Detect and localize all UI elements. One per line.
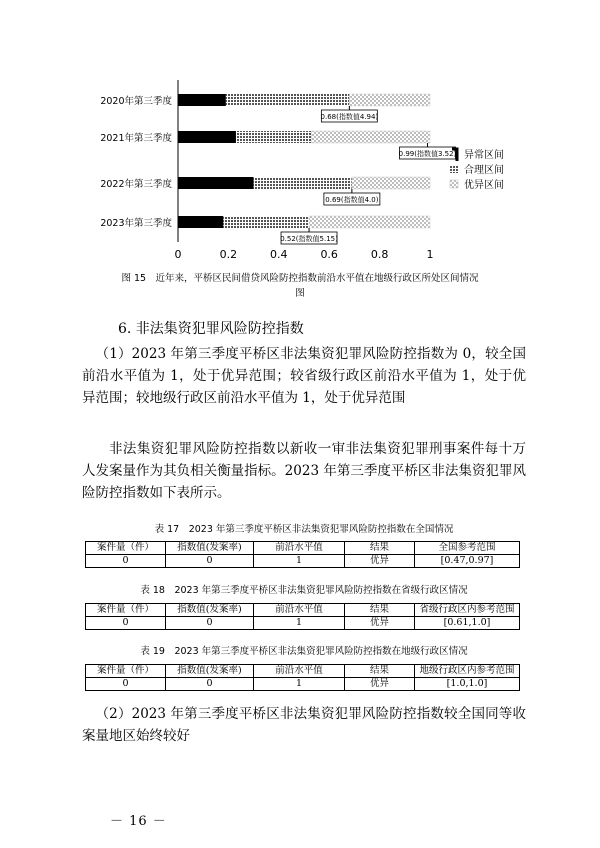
table-cell: 0 xyxy=(86,555,166,568)
stacked-bar-chart xyxy=(0,70,600,270)
table-header-row xyxy=(86,542,520,555)
table-cell: [0.61,1.0] xyxy=(415,617,520,630)
x-tick-label: 0.8 xyxy=(370,248,389,261)
table-cell: 0 xyxy=(86,678,166,691)
bar-segment xyxy=(254,177,352,189)
category-label: 2020年第三季度 xyxy=(100,96,172,107)
bar-segment xyxy=(226,94,349,106)
bar-segment xyxy=(236,131,312,143)
marker-label: 0.68(指数值4.94) xyxy=(320,113,379,121)
table-cell: 优异 xyxy=(345,617,415,630)
table-cell: [0.47,0.97] xyxy=(415,555,520,568)
legend-entry: 异常区间 xyxy=(464,150,504,161)
category-label: 2023年第三季度 xyxy=(100,218,172,229)
table-18 xyxy=(85,603,520,630)
paragraph-1: （1）2023 年第三季度平桥区非法集资犯罪风险防控指数为 0，较全国前沿水平值为 1，处于优异范围；较省级行政区前沿水平值为 1，处于优异范围；较地级行政区前沿水平值为 1，处于优异范围 xyxy=(82,346,526,406)
x-tick-label: 0 xyxy=(174,248,182,261)
bar-segment xyxy=(178,131,236,143)
header-cell: 案件量（件） xyxy=(86,542,166,555)
table-18-caption: 表 18 2023 年第三季度平桥区非法集资犯罪风险防控指数在省级行政区情况 xyxy=(140,585,468,596)
header-cell: 全国参考范围 xyxy=(415,542,520,555)
bar-segment xyxy=(309,216,430,228)
header-cell: 结果 xyxy=(345,604,415,617)
table-17 xyxy=(85,541,520,568)
bar-segment xyxy=(178,94,226,106)
table-row xyxy=(86,555,520,568)
table-cell: 1 xyxy=(254,617,345,630)
table-cell: 0 xyxy=(166,555,254,568)
figure-caption-line1: 图 15 近年来，平桥区民间借贷风险防控指数前沿水平值在地级行政区所处区间情况 xyxy=(121,273,479,284)
section-heading: 6. 非法集资犯罪风险防控指数 xyxy=(118,321,304,337)
table-row xyxy=(86,678,520,691)
marker-label: 0.52(指数值5.15) xyxy=(280,235,338,243)
legend-entry: 合理区间 xyxy=(464,165,504,176)
header-cell: 前沿水平值 xyxy=(254,604,345,617)
paragraph-2: 非法集资犯罪风险防控指数以新收一审非法集资犯罪刑事案件每十万人发案量作为其负相关衡量指标。2023 年第三季度平桥区非法集资犯罪风险防控指数如下表所示。 xyxy=(82,441,526,501)
table-17-caption: 表 17 2023 年第三季度平桥区非法集资犯罪风险防控指数在全国情况 xyxy=(154,524,454,535)
table-header-row xyxy=(86,604,520,617)
bar-segment xyxy=(349,94,430,106)
category-label: 2022年第三季度 xyxy=(100,179,172,190)
header-cell: 案件量（件） xyxy=(86,604,166,617)
table-header-row xyxy=(86,665,520,678)
table-cell: 0 xyxy=(86,617,166,630)
legend-entry: 优异区间 xyxy=(464,180,504,191)
bar-segment xyxy=(312,131,430,143)
header-cell: 结果 xyxy=(345,542,415,555)
x-tick-label: 1 xyxy=(426,248,434,261)
table-cell: 1 xyxy=(254,678,345,691)
marker-label: 0.99(指数值3.52) xyxy=(398,150,457,158)
x-tick-label: 0.2 xyxy=(219,248,238,261)
table-row xyxy=(86,617,520,630)
header-cell: 指数值(发案率) xyxy=(166,542,254,555)
page-number: － 16 － xyxy=(110,814,167,829)
figure-caption-line2: 图 xyxy=(295,288,305,299)
bar-segment xyxy=(352,177,430,189)
table-cell: 1 xyxy=(254,555,345,568)
header-cell: 案件量（件） xyxy=(86,665,166,678)
table-19 xyxy=(85,664,520,691)
marker-label: 0.69(指数值4.0) xyxy=(325,196,379,204)
table-cell: 优异 xyxy=(345,555,415,568)
header-cell: 省级行政区内参考范围 xyxy=(415,604,520,617)
bar-segment xyxy=(178,216,223,228)
header-cell: 前沿水平值 xyxy=(254,542,345,555)
legend-swatch xyxy=(450,180,458,188)
legend-swatch xyxy=(450,165,458,173)
table-cell: [1.0,1.0] xyxy=(415,678,520,691)
table-cell: 优异 xyxy=(345,678,415,691)
header-cell: 指数值(发案率) xyxy=(166,665,254,678)
paragraph-3: （2）2023 年第三季度平桥区非法集资犯罪风险防控指数较全国同等收案量地区始终较好 xyxy=(82,706,526,744)
table-cell: 0 xyxy=(166,617,254,630)
x-tick-label: 0.6 xyxy=(320,248,338,261)
header-cell: 结果 xyxy=(345,665,415,678)
category-label: 2021年第三季度 xyxy=(100,133,172,144)
bar-segment xyxy=(223,216,309,228)
figure-caption xyxy=(80,271,520,301)
x-tick-label: 0.4 xyxy=(270,248,288,261)
header-cell: 前沿水平值 xyxy=(254,665,345,678)
table-cell: 0 xyxy=(166,678,254,691)
table-19-caption: 表 19 2023 年第三季度平桥区非法集资犯罪风险防控指数在地级行政区情况 xyxy=(140,646,468,657)
bar-segment xyxy=(178,177,254,189)
header-cell: 地级行政区内参考范围 xyxy=(415,665,520,678)
header-cell: 指数值(发案率) xyxy=(166,604,254,617)
